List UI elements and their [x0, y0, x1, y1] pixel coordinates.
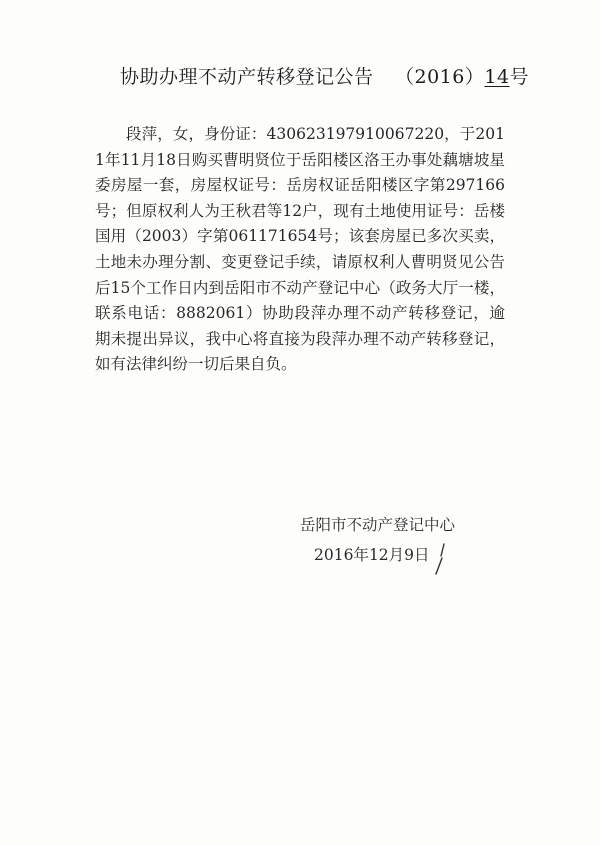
- issue-date: 2016年12月9日: [314, 546, 430, 564]
- number-suffix: 号: [509, 66, 530, 88]
- number-prefix: （2016）: [395, 66, 485, 88]
- notice-number: [395, 62, 529, 89]
- title-text: 协助办理不动产转移登记公告: [120, 66, 374, 88]
- notice-body: 段萍，女，身份证：430623197910067220，于2011年11月18日购买曹明贤位于岳阳楼区洛王办事处藕塘坡星委房屋一套，房屋权证号：岳房权证岳阳楼区字第297166号；但原权利人为王秋君等12户，现有土地使用证号：岳楼国用（2003）字第061171654号；该套房屋已多次买卖，土地未办理分割、变更登记手续，请原权利人曹明贤见公告后15个工作日内到岳阳市不动产登记中心（政务大厅一楼，联系电话：8882061）协助段萍办理不动产转移登记，逾期未提出异议，我中心将直接为段萍办理不动产转移登记，如有法律纠纷一切后果自负。: [95, 125, 505, 374]
- number-value: 14: [484, 66, 510, 88]
- notice-title: [120, 62, 530, 89]
- issuer-name: 岳阳市不动产登记中心: [300, 516, 456, 534]
- handwritten-stroke-mark: [430, 540, 450, 580]
